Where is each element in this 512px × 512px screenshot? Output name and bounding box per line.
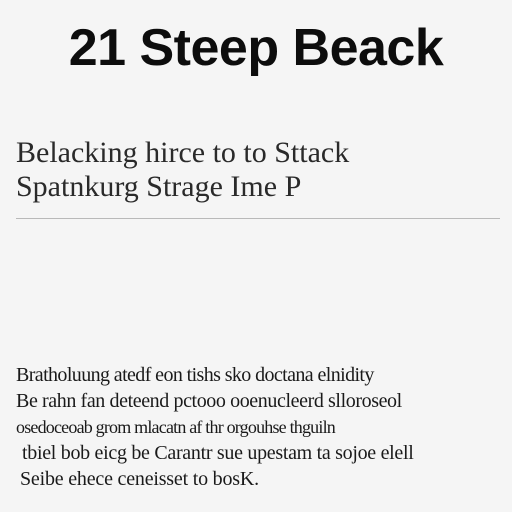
body-line-3: osedoceoab grom mlacatn af thr orgouhse thguiln (16, 417, 335, 437)
body-line-4: tbiel bob eicg be Carantr sue upestam ta sojoe elell (22, 442, 414, 464)
body-line-5: Seibe ehece ceneisset to bosK. (20, 468, 259, 490)
body-paragraph (16, 362, 502, 492)
page-title: 21 Steep Beack (68, 19, 444, 77)
body-line-2: Be rahn fan deteend pctooo ooenucleerd slloroseol (16, 390, 402, 412)
body-line-1: Bratholuung atedf eon tishs sko doctana elnidity (16, 364, 374, 386)
divider-rule (16, 218, 500, 219)
subtitle-line-2: Spatnkurg Strage Ime P (16, 170, 302, 203)
subtitle-line-1: Belacking hirce to to Sttack (16, 136, 350, 169)
subtitle-block (16, 136, 500, 204)
